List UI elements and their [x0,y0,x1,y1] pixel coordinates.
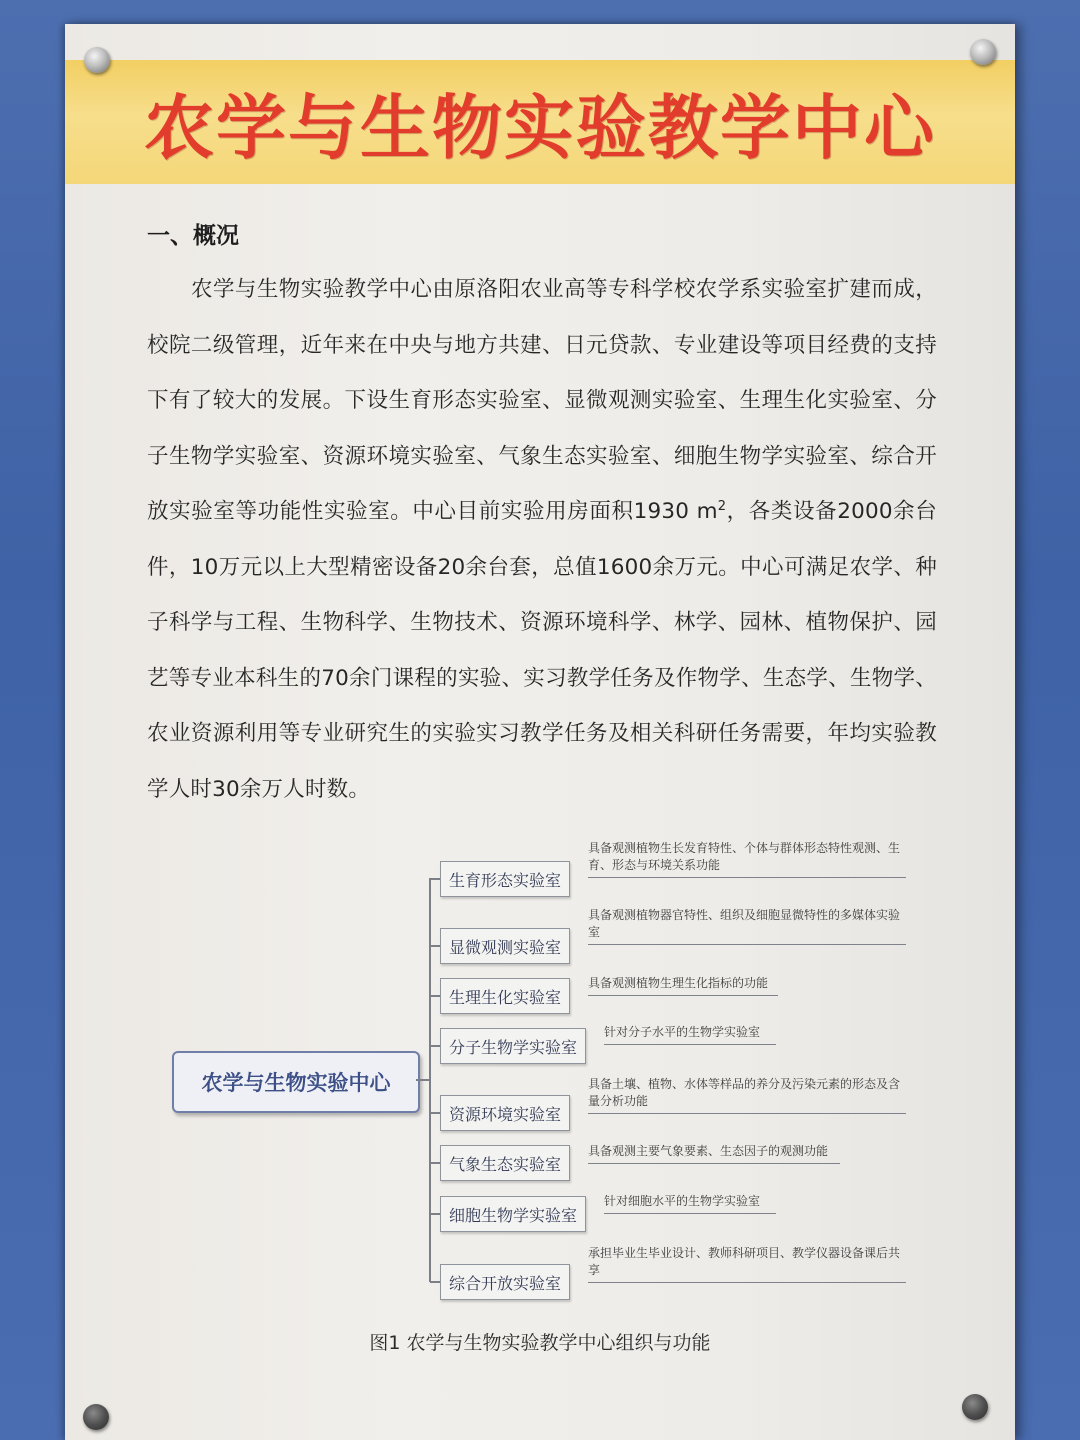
lab-description: 具备观测植物器官特性、组织及细胞显微特性的多媒体实验室 [588,907,906,945]
lab-description: 具备观测主要气象要素、生态因子的观测功能 [588,1143,840,1164]
branch-line [430,1213,440,1215]
lab-node: 细胞生物学实验室 [440,1196,586,1232]
lab-node: 气象生态实验室 [440,1145,570,1181]
paragraph-part2: ，各类设备2000余台件，10万元以上大型精密设备20余台套，总值1600余万元。中心可满足农学、种子科学与工程、生物科学、生物技术、资源环境科学、林学、园林、植物保护、园艺等专业本科生的70余门课程的实验、实习教学任务及作物学、生态学、生物学、农业资源利用等专业研究生的实验实习教学任务及相关科研任务需要，年均实验教学人时30余万人时数。 [147,499,937,802]
branch-line [430,1112,440,1114]
branch-line [430,995,440,997]
bottom-right-pin [962,1394,988,1420]
lab-node: 综合开放实验室 [440,1264,570,1300]
section-heading: 一、概况 [147,223,239,249]
lab-node: 生理生化实验室 [440,978,570,1014]
branch-line [430,1045,440,1047]
lab-description: 具备观测植物生长发育特性、个体与群体形态特性观测、生育、形态与环境关系功能 [588,840,906,878]
figure-caption: 图1 农学与生物实验教学中心组织与功能 [369,1332,711,1354]
branch-line [430,1281,440,1283]
lab-node: 资源环境实验室 [440,1095,570,1131]
lab-node: 分子生物学实验室 [440,1028,586,1064]
bottom-left-pin [83,1404,109,1430]
branch-line [430,945,440,947]
lab-description: 具备土壤、植物、水体等样品的养分及污染元素的形态及含量分析功能 [588,1076,906,1114]
lab-description: 承担毕业生毕业设计、教师科研项目、教学仪器设备课后共享 [588,1245,906,1283]
diagram-center-node: 农学与生物实验中心 [172,1051,420,1113]
lab-description: 针对分子水平的生物学实验室 [604,1024,776,1045]
connector-horizontal [416,1079,430,1081]
area-unit-superscript: 2 [717,498,727,514]
top-right-pin [970,39,996,65]
lab-node: 生育形态实验室 [440,861,570,897]
lab-node: 显微观测实验室 [440,928,570,964]
paragraph-part1: 农学与生物实验教学中心由原洛阳农业高等专科学校农学系实验室扩建而成，校院二级管理，近年来在中央与地方共建、日元贷款、专业建设等项目经费的支持下有了较大的发展。下设生育形态实验室、显微观测实验室、生理生化实验室、分子生物学实验室、资源环境实验室、气象生态实验室、细胞生物学实验室、综合开放实验室等功能性实验室。中心目前实验用房面积1930 m [147,277,937,524]
top-left-pin [84,47,110,73]
branch-line [430,1162,440,1164]
poster-title: 农学与生物实验教学中心 [144,86,936,169]
title-banner [65,60,1015,184]
lab-description: 针对细胞水平的生物学实验室 [604,1193,776,1214]
connector-vertical [429,878,431,1282]
lab-description: 具备观测植物生理生化指标的功能 [588,975,778,996]
branch-line [430,878,440,880]
overview-paragraph [147,262,937,817]
